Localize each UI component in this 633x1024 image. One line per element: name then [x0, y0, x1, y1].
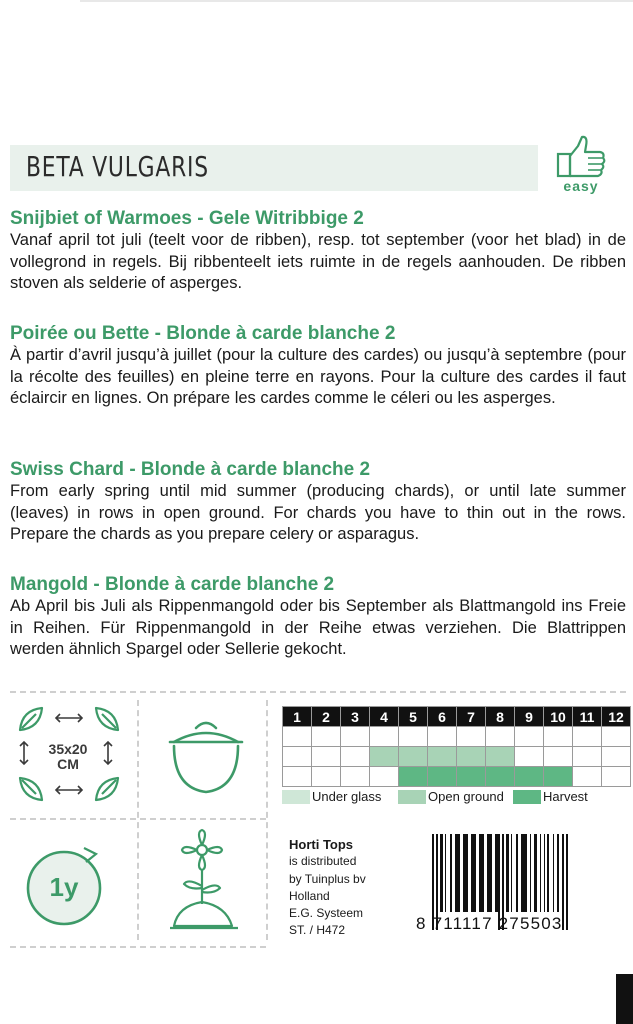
section-heading: Mangold - Blonde à carde blanche 2 [10, 574, 335, 595]
calendar-cell [399, 727, 428, 747]
legend-label: Harvest [543, 789, 588, 804]
calendar-cell [457, 747, 486, 767]
barcode-bar [521, 834, 524, 912]
calendar-cell [341, 747, 370, 767]
barcode-bar [544, 834, 545, 912]
legend-swatch-open-ground [398, 790, 426, 804]
barcode-bar [455, 834, 458, 912]
barcode-bar [482, 834, 484, 912]
barcode-bar [450, 834, 452, 912]
calendar-cell [544, 727, 573, 747]
species-title: BETA VULGARIS [26, 150, 209, 183]
legend-label: Under glass [312, 789, 382, 804]
calendar-cell [370, 747, 399, 767]
distributor-info [289, 836, 366, 940]
calendar-cell [486, 747, 515, 767]
calendar-cell [457, 767, 486, 787]
calendar-cell [341, 727, 370, 747]
calendar-row-open-ground [283, 747, 631, 767]
section-heading: Snijbiet of Warmoes - Gele Witribbige 2 [10, 208, 364, 229]
calendar-cell [428, 767, 457, 787]
month-cell: 8 [486, 707, 515, 727]
section-body: À partir d’avril jusqu’à juillet (pour la culture des cardes) ou jusqu’à septembre (pour la récolte des feuilles) en pleine terre en rayons. Pour la culture des cardes il faut éclaircir en lignes. On prépare les cardes comme le céleri ou les asperges. [10, 346, 626, 407]
barcode-bar [466, 834, 468, 912]
calendar-row-under-glass [283, 727, 631, 747]
calendar-cell [312, 747, 341, 767]
barcode-number: 8 711117 275503 [416, 914, 563, 933]
top-divider [80, 0, 633, 2]
calendar-legend [282, 788, 622, 806]
distributor-line: ST. / H472 [289, 923, 346, 938]
section-german [10, 573, 626, 661]
month-cell: 4 [370, 707, 399, 727]
legend-swatch-harvest [513, 790, 541, 804]
calendar-cell [428, 727, 457, 747]
barcode-bar [487, 834, 490, 912]
brand-name: Horti Tops [289, 837, 354, 852]
barcode-bar [524, 834, 527, 912]
month-cell: 9 [515, 707, 544, 727]
plant-spacing [14, 702, 126, 806]
barcode-bar [534, 834, 537, 912]
barcode-bar [495, 834, 498, 912]
difficulty-badge [548, 134, 618, 200]
section-english [10, 458, 626, 546]
month-cell: 6 [428, 707, 457, 727]
barcode-bar [547, 834, 549, 912]
section-heading: Poirée ou Bette - Blonde à carde blanche 2 [10, 323, 396, 344]
section-body: From early spring until mid summer (producing chards), or until late summer (leaves) in rows in open ground. For chards you have to thin out in the rows. Prepare the chards as you prepare celery or asparagus. [10, 482, 626, 543]
month-cell: 2 [312, 707, 341, 727]
sowing-calendar [282, 706, 631, 787]
thumbs-up-icon [548, 134, 614, 180]
barcode-bar [471, 834, 474, 912]
calendar-cell [515, 747, 544, 767]
month-cell: 10 [544, 707, 573, 727]
difficulty-label: easy [563, 178, 599, 194]
calendar-cell [283, 727, 312, 747]
calendar-cell [602, 727, 631, 747]
barcode-bar [445, 834, 446, 912]
calendar-cell [283, 767, 312, 787]
calendar-cell [602, 767, 631, 787]
calendar-cell [428, 747, 457, 767]
calendar-row-harvest [283, 767, 631, 787]
calendar-cell [399, 747, 428, 767]
calendar-cell [544, 747, 573, 767]
calendar-cell [312, 767, 341, 787]
lifecycle-label: 1y [49, 872, 79, 902]
barcode-bar [463, 834, 466, 912]
barcode-bar [553, 834, 554, 912]
barcode-bar [540, 834, 541, 912]
barcode-bar [511, 834, 512, 912]
calendar-cell [573, 747, 602, 767]
calendar-cell [515, 727, 544, 747]
barcode-bar [458, 834, 460, 912]
section-body: Ab April bis Juli als Rippenmangold oder bis September als Blattmangold ins Freie in Reihen. Für Rippenmangold in der Reihe etwas verziehen. Die Blattrippen werden ähnlich Spargel oder Sellerie gekocht. [10, 597, 626, 658]
barcode-bar [530, 834, 531, 912]
divider [10, 691, 626, 693]
cloche-graphic [166, 716, 246, 800]
distributor-line: Holland [289, 888, 330, 903]
calendar-cell [312, 727, 341, 747]
barcode-bar [490, 834, 492, 912]
barcode-bar [516, 834, 518, 912]
corner-marker [616, 974, 633, 1024]
month-cell: 3 [341, 707, 370, 727]
divider [137, 700, 139, 940]
barcode-bar [566, 834, 568, 930]
section-dutch [10, 207, 626, 295]
flower-mound-icon [160, 828, 248, 934]
section-french [10, 322, 626, 410]
section-body: Vanaf april tot juli (teelt voor de ribben), resp. tot september (voor het blad) in de vollegrond in regels. Bij ribbenteelt iets ruimte in de regels aanhouden. De ribben stoven als selderie of asperges. [10, 231, 627, 292]
legend-label: Open ground [428, 789, 504, 804]
calendar-cell [457, 727, 486, 747]
calendar-cell [370, 767, 399, 787]
calendar-cell [544, 767, 573, 787]
spacing-unit: CM [57, 756, 79, 772]
barcode-bar [474, 834, 476, 912]
barcode-bar [440, 834, 443, 912]
divider [266, 700, 268, 940]
calendar-cell [486, 727, 515, 747]
calendar-cell [341, 767, 370, 787]
cloche-icon [166, 716, 246, 800]
distributor-line: by Tuinplus bv [289, 871, 366, 886]
month-cell: 1 [283, 707, 312, 727]
calendar-cell [370, 727, 399, 747]
legend-swatch-under-glass [282, 790, 310, 804]
distributor-line: E.G. Systeem [289, 906, 364, 921]
spacing-label [44, 742, 92, 772]
barcode-bar [479, 834, 482, 912]
calendar-cell [515, 767, 544, 787]
calendar-cell [573, 727, 602, 747]
barcode-bar [557, 834, 559, 912]
calendar-cell [283, 747, 312, 767]
month-cell: 11 [573, 707, 602, 727]
distributor-line: is distributed [289, 854, 357, 869]
calendar-cell [486, 767, 515, 787]
barcode-bar [506, 834, 509, 912]
month-cell: 7 [457, 707, 486, 727]
calendar-cell [573, 767, 602, 787]
month-cell: 12 [602, 707, 631, 727]
month-cell: 5 [399, 707, 428, 727]
section-heading: Swiss Chard - Blonde à carde blanche 2 [10, 459, 371, 480]
spacing-value: 35x20 [48, 741, 88, 757]
divider [10, 946, 266, 948]
lifecycle-graphic [14, 834, 114, 934]
calendar-cell [399, 767, 428, 787]
sowing-graphic [160, 828, 248, 934]
calendar-month-row [283, 707, 631, 727]
calendar-cell [602, 747, 631, 767]
